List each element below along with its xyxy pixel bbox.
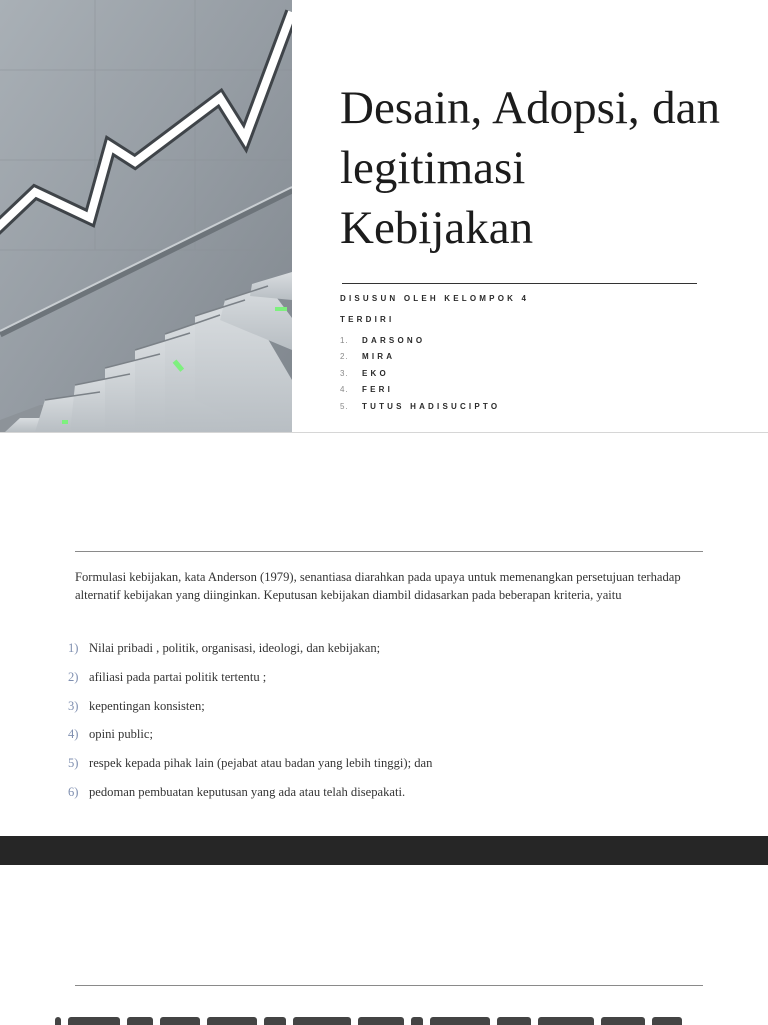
title-divider [342,283,697,284]
criteria-slide [0,433,768,836]
next-slide [0,865,768,1024]
criteria-text: respek kepada pihak lain (pejabat atau badan yang lebih tinggi); dan [89,756,433,771]
title-slide [0,0,768,432]
criteria-text: afiliasi pada partai politik tertentu ; [89,669,267,684]
slide-gap-bar [0,836,768,865]
stairs-graph-image [0,0,292,432]
member-item: 5. TUTUS HADISUCIPTO [340,399,740,415]
member-item: 2. MIRA [340,349,740,365]
member-item: 4. FERI [340,382,740,398]
intro-paragraph: Formulasi kebijakan, kata Anderson (1979), senantiasa diarahkan pada upaya untuk memenangkan persetujuan terhadap alternatif kebijakan yang diinginkan. Keputusan kebijakan diambil didasarkan pada beberapan kriteria, yaitu [75,570,681,602]
slide-title: Desain, Adopsi, dan legitimasi Kebijakan [340,82,720,254]
member-name: DARSONO [362,336,426,345]
group-info [340,293,740,415]
criteria-text: opini public; [89,727,154,742]
member-item: 3. EKO [340,366,740,382]
criteria-list [68,639,432,812]
member-name: MIRA [362,352,396,362]
criteria-item: 5) respek kepada pihak lain (pejabat atau badan yang lebih tinggi); dan [68,754,432,783]
slide-divider [75,985,703,986]
criteria-item: 3) kepentingan konsisten; [68,697,432,726]
member-name: FERI [362,385,394,395]
member-item: 1. DARSONO [340,333,740,349]
criteria-item: 2) afiliasi pada partai politik tertentu ; [68,668,432,697]
criteria-item: 1) Nilai pribadi , politik, organisasi, ideologi, dan kebijakan; [68,639,432,668]
criteria-text: pedoman pembuatan keputusan yang ada atau telah disepakati. [89,784,406,799]
group-subtitle: DISUSUN OLEH KELOMPOK 4 [340,294,530,303]
members-label: TERDIRI [340,315,395,324]
criteria-item: 4) opini public; [68,725,432,754]
criteria-text: kepentingan konsisten; [89,698,205,713]
member-name: TUTUS HADISUCIPTO [362,401,501,411]
member-name: EKO [362,368,389,378]
slide-divider [75,551,703,552]
criteria-text: Nilai pribadi , politik, organisasi, ideologi, dan kebijakan; [89,641,381,655]
criteria-item: 6) pedoman pembuatan keputusan yang ada atau telah disepakati. [68,783,432,812]
member-list [340,333,740,415]
